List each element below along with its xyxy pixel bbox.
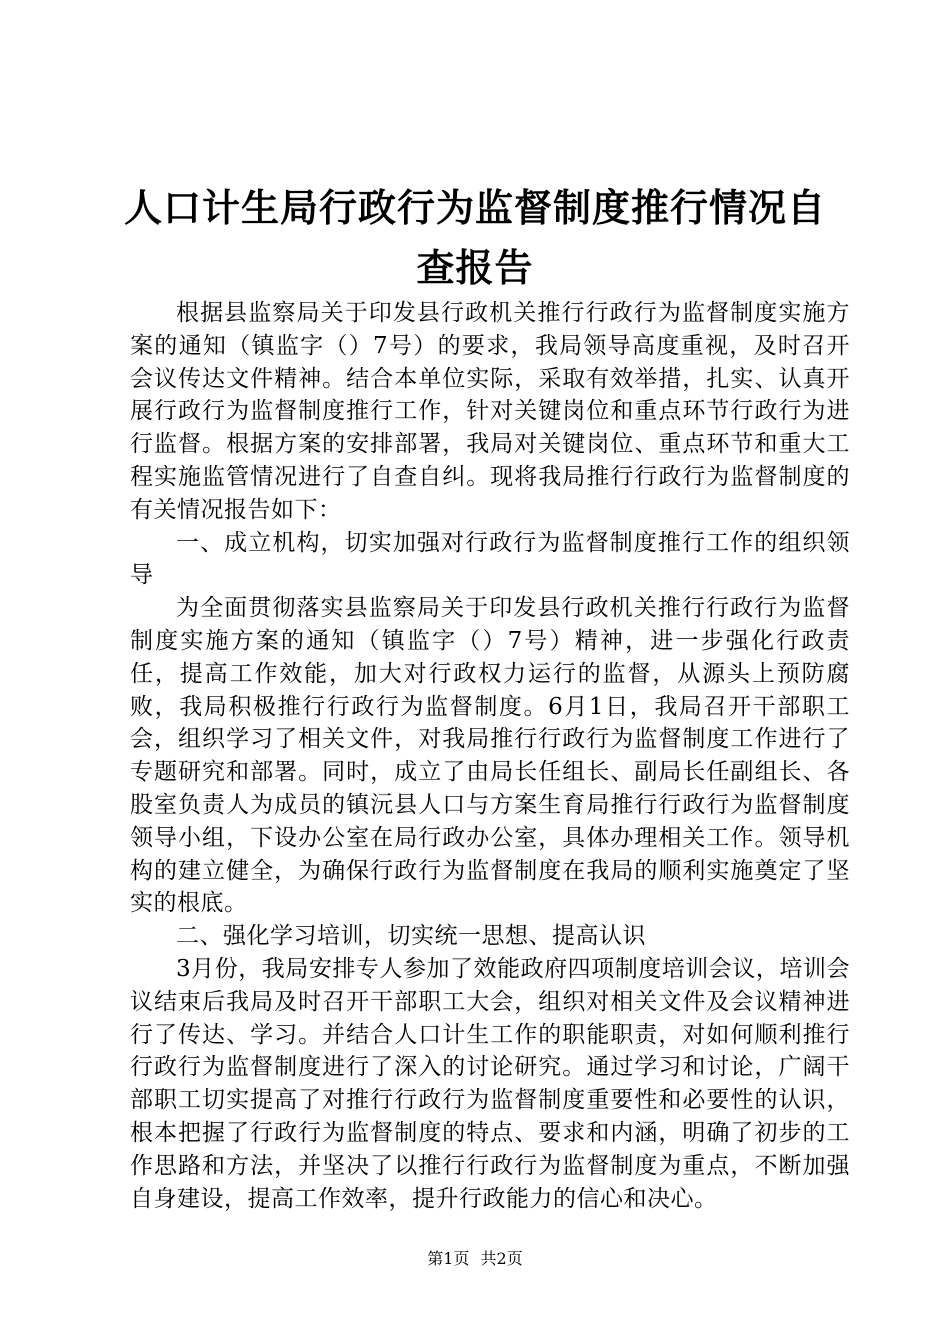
- page-number: 第1页: [427, 1249, 470, 1268]
- paragraph-section-1: 为全面贯彻落实县监察局关于印发县行政机关推行行政行为监督制度实施方案的通知（镇监字（）7号）精神，进一步强化行政责任，提高工作效能，加大对行政权力运行的监督，从源头上预防腐败，我局积极推行行政行为监督制度。6月1日，我局召开干部职工会，组织学习了相关文件，对我局推行行政行为监督制度工作进行了专题研究和部署。同时，成立了由局长任组长、副局长任副组长、各股室负责人为成员的镇沅县人口与方案生育局推行行政行为监督制度领导小组，下设办公室在局行政办公室，具体办理相关工作。领导机构的建立健全，为确保行政行为监督制度在我局的顺利实施奠定了坚实的根底。: [130, 595, 850, 917]
- section-heading-1: 一、成立机构，切实加强对行政行为监督制度推行工作的组织领导: [130, 529, 850, 589]
- document-body: [130, 297, 850, 1215]
- paragraph-section-2: 3月份，我局安排专人参加了效能政府四项制度培训会议，培训会议结束后我局及时召开干部职工大会，组织对相关文件及会议精神进行了传达、学习。并结合人口计生工作的职能职责，对如何顺利推行行政行为监督制度进行了深入的讨论研究。通过学习和讨论，广阔干部职工切实提高了对推行行政行为监督制度重要性和必要性的认识，根本把握了行政行为监督制度的特点、要求和内涵，明确了初步的工作思路和方法，并坚决了以推行行政行为监督制度为重点，不断加强自身建设，提高工作效率，提升行政能力的信心和决心。: [130, 955, 850, 1212]
- document-title: 人口计生局行政行为监督制度推行情况自查报告: [123, 185, 826, 290]
- paragraph-intro: 根据县监察局关于印发县行政机关推行行政行为监督制度实施方案的通知（镇监字（）7号）的要求，我局领导高度重视，及时召开会议传达文件精神。结合本单位实际，采取有效举措，扎实、认真开展行政行为监督制度推行工作，针对关键岗位和重点环节行政行为进行监督。根据方案的安排部署，我局对关键岗位、重点环节和重大工程实施监管情况进行了自查自纠。现将我局推行行政行为监督制度的有关情况报告如下：: [130, 300, 850, 523]
- page-total: 共2页: [480, 1249, 523, 1268]
- page-footer: [0, 1246, 950, 1269]
- section-heading-2: 二、强化学习培训，切实统一思想、提高认识: [176, 923, 646, 950]
